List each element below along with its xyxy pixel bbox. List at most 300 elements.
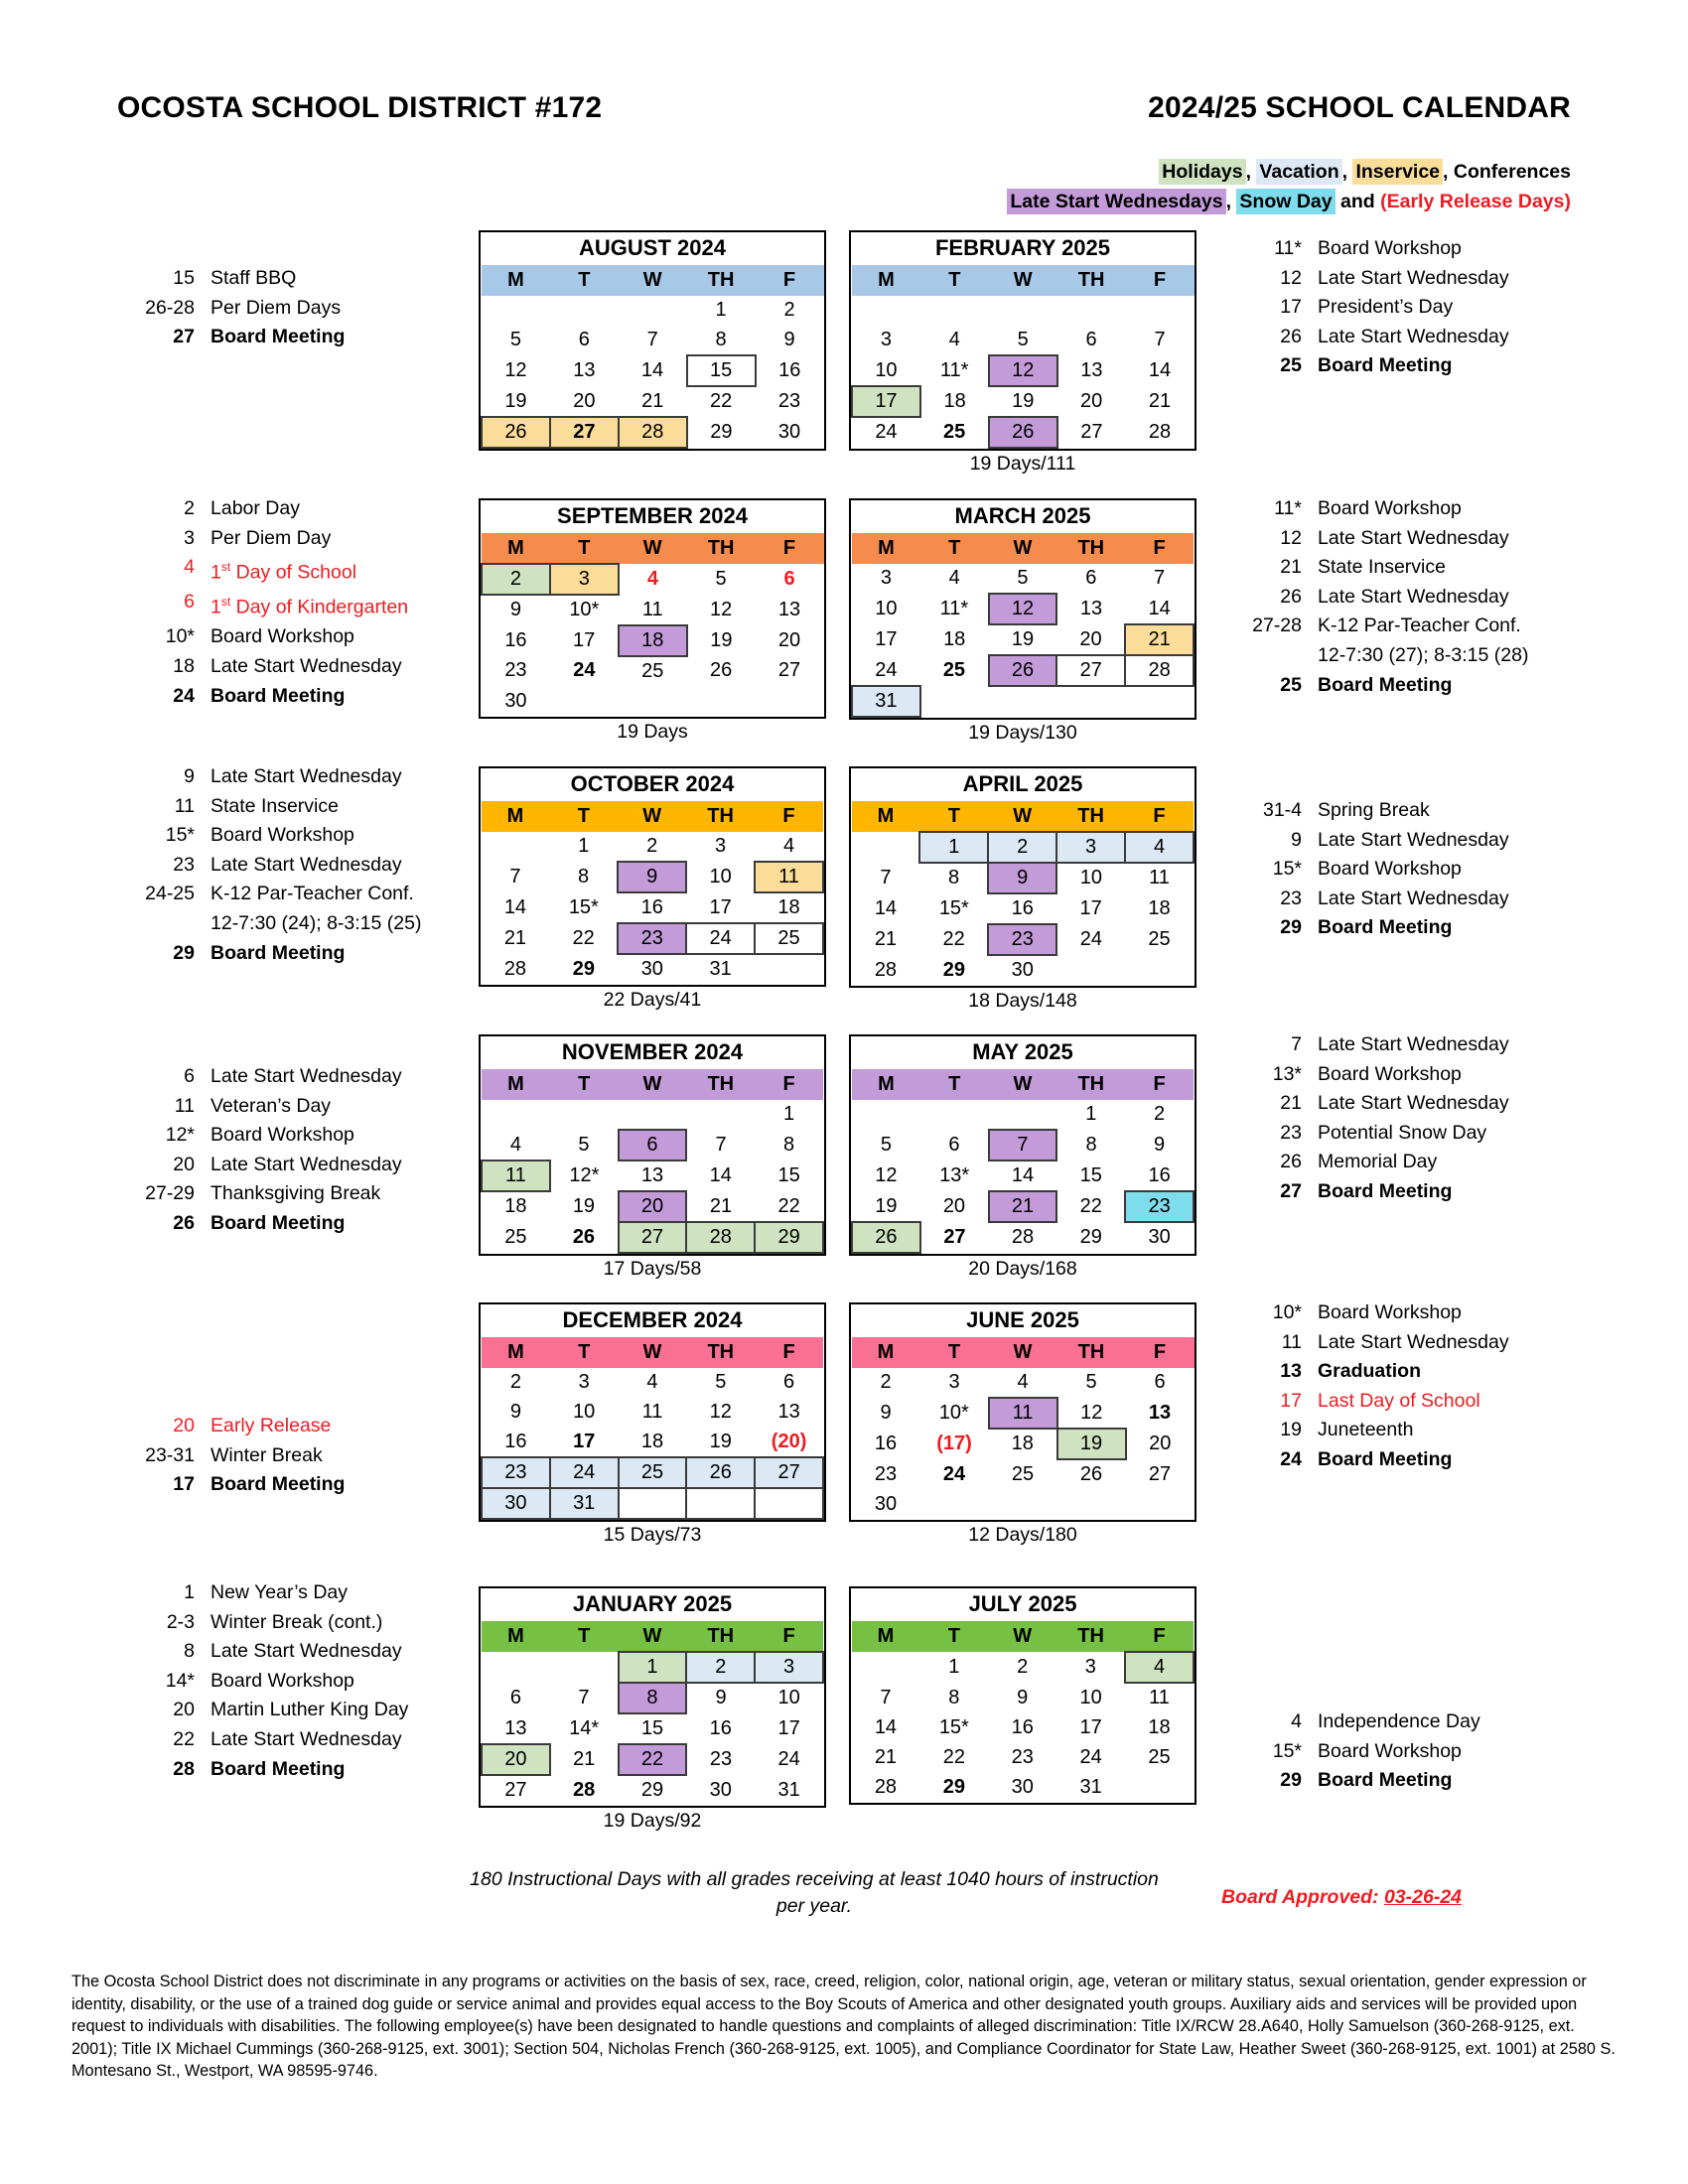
day-cell[interactable]: 11 <box>641 598 663 620</box>
day-cell[interactable]: 26 <box>989 655 1057 686</box>
day-cell[interactable]: 10 <box>1079 1686 1102 1708</box>
day-cell[interactable]: 1 <box>1085 1103 1097 1126</box>
day-cell[interactable]: 18 <box>943 390 966 412</box>
day-cell[interactable]: 10* <box>938 1402 969 1424</box>
day-cell[interactable]: 12 <box>709 598 733 620</box>
day-cell[interactable]: 15* <box>938 897 969 919</box>
day-cell[interactable]: 1 <box>783 1103 795 1126</box>
day-cell[interactable]: 14 <box>1148 359 1172 381</box>
day-cell[interactable]: 3 <box>755 1652 823 1683</box>
day-cell[interactable]: 11 <box>989 1398 1057 1429</box>
weekday-header: F <box>756 265 824 296</box>
day-cell[interactable]: 29 <box>755 1222 823 1253</box>
day-cell[interactable]: 17 <box>1079 1716 1102 1738</box>
day-cell[interactable]: 9 <box>509 1401 521 1423</box>
day-cell[interactable]: 16 <box>1011 1716 1034 1738</box>
day-cell[interactable]: 24 <box>573 659 596 682</box>
day-cell[interactable]: 25 <box>504 1226 527 1248</box>
week-row <box>852 1490 1195 1520</box>
day-cell[interactable]: 23 <box>777 389 801 412</box>
day-cell[interactable]: 1 <box>619 1652 687 1683</box>
day-cell[interactable]: 10 <box>875 598 898 619</box>
day-cell[interactable]: 26 <box>1079 1463 1103 1485</box>
day-cell[interactable]: 7 <box>715 1134 727 1156</box>
day-cell[interactable]: 26 <box>482 417 550 448</box>
day-cell[interactable]: 18 <box>640 1431 664 1452</box>
day-cell[interactable]: 24 <box>777 1748 800 1770</box>
event-item <box>119 294 467 324</box>
day-cell[interactable]: (20) <box>771 1431 807 1452</box>
day-cell[interactable]: 1 <box>948 1656 960 1678</box>
day-cell[interactable]: 8 <box>715 329 727 350</box>
day-cell[interactable]: 28 <box>686 1222 755 1253</box>
day-cell[interactable]: 2 <box>783 299 795 321</box>
day-cell[interactable]: 25 <box>1148 928 1171 950</box>
day-cell[interactable]: 9 <box>715 1687 727 1709</box>
day-cell[interactable]: 24 <box>875 421 898 444</box>
day-cell[interactable]: 6 <box>1154 1371 1166 1394</box>
day-cell[interactable]: 5 <box>715 1371 727 1393</box>
day-cell[interactable]: 3 <box>578 1371 590 1393</box>
day-cell[interactable]: 3 <box>715 835 727 858</box>
day-cell[interactable]: 11 <box>482 1160 550 1191</box>
district-title: OCOSTA SCHOOL DISTRICT #172 <box>117 91 603 124</box>
day-cell[interactable]: 31 <box>852 686 920 717</box>
day-cell[interactable] <box>686 1488 755 1519</box>
day-cell[interactable]: 14 <box>503 896 527 918</box>
day-cell[interactable]: 14 <box>709 1164 732 1186</box>
day-cell[interactable]: 22 <box>942 928 965 950</box>
day-cell[interactable]: 21 <box>573 1748 596 1770</box>
day-cell[interactable]: 28 <box>503 957 527 980</box>
day-cell[interactable]: 20 <box>1149 1433 1172 1454</box>
day-cell[interactable]: 26 <box>852 1222 920 1253</box>
day-cell[interactable]: 25 <box>755 923 823 954</box>
day-cell[interactable]: 17 <box>777 1717 800 1739</box>
day-cell[interactable]: 18 <box>1011 1433 1034 1455</box>
day-cell[interactable]: 16 <box>640 896 663 918</box>
day-cell[interactable]: 28 <box>573 1778 596 1801</box>
day-cell[interactable]: 23 <box>988 924 1056 955</box>
day-cell[interactable]: 28 <box>874 1776 898 1798</box>
event-item <box>119 792 467 822</box>
day-cell[interactable]: 16 <box>1148 1163 1171 1186</box>
day-cell[interactable]: 7 <box>646 329 658 351</box>
day-cell[interactable]: 27 <box>1080 421 1103 443</box>
day-cell[interactable]: 12 <box>504 359 527 381</box>
day-cell[interactable]: 27 <box>619 1222 687 1253</box>
day-cell[interactable]: 24 <box>550 1457 619 1488</box>
day-cell[interactable]: 6 <box>619 1130 687 1160</box>
day-cell-empty <box>852 1652 920 1683</box>
day-cell[interactable]: 20 <box>573 389 596 412</box>
day-cell[interactable]: 14 <box>874 897 898 919</box>
day-cell[interactable]: 7 <box>578 1687 590 1708</box>
day-cell[interactable]: 29 <box>942 1776 965 1798</box>
day-cell[interactable]: 19 <box>709 1431 732 1452</box>
day-cell[interactable]: 30 <box>504 689 527 712</box>
day-cell[interactable]: 30 <box>709 1778 732 1801</box>
day-cell[interactable]: 4 <box>1017 1371 1029 1393</box>
day-cell[interactable]: 9 <box>880 1402 892 1424</box>
day-cell[interactable]: 9 <box>783 329 795 351</box>
day-cell[interactable]: 20 <box>942 1195 966 1217</box>
day-cell[interactable]: 13 <box>1148 1402 1172 1424</box>
day-cell[interactable]: 24 <box>875 658 898 681</box>
day-cell[interactable]: 24 <box>942 1462 966 1485</box>
day-cell[interactable]: 23 <box>1125 1191 1194 1222</box>
day-cell[interactable]: 25 <box>641 659 664 682</box>
day-cell[interactable]: 4 <box>1125 1652 1194 1683</box>
day-cell[interactable]: 7 <box>1154 567 1166 590</box>
day-cell-empty <box>1126 1490 1195 1520</box>
day-cell[interactable]: 5 <box>880 1134 892 1156</box>
day-cell[interactable]: 11* <box>939 598 969 619</box>
day-cell[interactable]: 30 <box>482 1488 550 1519</box>
day-cell[interactable]: 13 <box>640 1164 664 1186</box>
days-count-note: 19 Days <box>617 721 688 743</box>
day-cell[interactable]: 7 <box>1154 329 1166 351</box>
day-cell[interactable]: 28 <box>1125 655 1194 686</box>
day-cell[interactable]: 17 <box>852 386 920 417</box>
day-cell[interactable]: 16 <box>504 628 527 651</box>
day-cell[interactable]: 19 <box>572 1195 596 1217</box>
day-cell[interactable]: 21 <box>1125 624 1194 655</box>
day-cell[interactable]: 2 <box>880 1371 892 1394</box>
event-date: 22 <box>173 1727 195 1750</box>
day-cell[interactable]: 13 <box>504 1716 527 1739</box>
day-cell[interactable]: 5 <box>509 329 521 351</box>
day-cell[interactable]: 6 <box>783 1371 795 1393</box>
day-cell[interactable]: 26 <box>709 659 733 682</box>
day-cell[interactable]: 16 <box>709 1717 732 1739</box>
event-label: Late Start Wednesday <box>211 765 402 787</box>
day-cell[interactable]: 21 <box>874 1746 898 1768</box>
day-cell[interactable]: 8 <box>783 1134 795 1156</box>
day-cell[interactable]: 27 <box>550 417 619 448</box>
day-cell[interactable]: 9 <box>509 599 521 620</box>
day-cell[interactable]: 22 <box>777 1194 800 1217</box>
day-cell[interactable]: 23 <box>504 659 527 682</box>
day-cell[interactable]: 28 <box>619 417 687 448</box>
day-cell[interactable]: 5 <box>1017 567 1029 589</box>
day-cell[interactable]: 19 <box>1057 1429 1126 1459</box>
day-cell[interactable]: 11* <box>939 359 969 381</box>
day-cell[interactable]: 4 <box>948 567 960 590</box>
day-cell[interactable]: 18 <box>1148 897 1171 919</box>
day-cell[interactable]: 22 <box>619 1744 687 1775</box>
day-cell[interactable]: 8 <box>619 1683 687 1713</box>
day-cell[interactable]: 7 <box>509 866 521 887</box>
day-cell[interactable]: 10 <box>875 358 898 381</box>
day-cell[interactable]: 15 <box>640 1717 664 1739</box>
day-cell[interactable]: 19 <box>1011 628 1035 650</box>
weekday-header: F <box>756 533 824 565</box>
day-cell[interactable]: 27 <box>755 1457 823 1488</box>
day-cell[interactable]: 14 <box>874 1716 898 1738</box>
day-cell[interactable]: 3 <box>880 567 892 590</box>
day-cell[interactable]: 6 <box>1085 567 1097 590</box>
day-cell[interactable]: 15* <box>568 896 599 918</box>
day-cell[interactable]: 11 <box>1149 1687 1170 1708</box>
event-label: Board Workshop <box>1318 1301 1462 1323</box>
day-cell[interactable]: 4 <box>948 329 960 351</box>
day-cell[interactable]: 15 <box>687 355 756 386</box>
day-cell[interactable]: 12 <box>989 594 1057 624</box>
day-cell[interactable]: 6 <box>578 329 590 351</box>
day-cell[interactable]: 7 <box>880 867 892 888</box>
day-cell[interactable]: 23 <box>482 1457 550 1488</box>
day-cell[interactable]: 3 <box>948 1371 960 1394</box>
day-cell[interactable]: 23 <box>874 1462 898 1485</box>
day-cell[interactable]: 25 <box>1148 1746 1171 1768</box>
day-cell[interactable]: 27 <box>1148 1462 1172 1485</box>
day-cell[interactable]: 21 <box>1148 390 1172 412</box>
day-cell[interactable]: 17 <box>709 895 732 918</box>
day-cell[interactable]: 29 <box>710 420 733 443</box>
day-cell[interactable]: 4 <box>646 568 659 590</box>
day-cell[interactable]: 2 <box>686 1652 755 1683</box>
day-cell-empty <box>482 296 550 326</box>
day-cell[interactable]: 6 <box>783 568 795 590</box>
day-cell[interactable]: 15* <box>938 1716 969 1738</box>
day-cell[interactable]: 30 <box>777 420 801 443</box>
day-cell[interactable]: 16 <box>504 1431 527 1452</box>
day-cell[interactable]: 11 <box>755 862 823 892</box>
day-cell[interactable]: 8 <box>578 866 590 887</box>
day-cell[interactable]: 18 <box>619 625 687 656</box>
day-cell[interactable]: 1 <box>715 299 727 321</box>
day-cell[interactable]: 19 <box>710 628 733 651</box>
day-cell[interactable]: 19 <box>1012 390 1035 412</box>
day-cell[interactable]: 4 <box>782 835 795 857</box>
weekday-header: F <box>1125 1069 1194 1100</box>
day-cell[interactable]: 17 <box>573 1431 596 1452</box>
day-cell[interactable]: 16 <box>1011 897 1034 919</box>
day-cell[interactable]: 22 <box>709 390 733 412</box>
day-cell[interactable]: 31 <box>777 1778 800 1801</box>
day-cell[interactable]: 26 <box>572 1226 596 1248</box>
day-cell[interactable]: 5 <box>1085 1371 1097 1394</box>
weekday-header: W <box>618 801 686 832</box>
day-cell[interactable]: 20 <box>777 628 801 651</box>
day-cell[interactable]: 6 <box>509 1687 521 1708</box>
day-cell[interactable]: 30 <box>1148 1226 1171 1249</box>
day-cell[interactable]: 20 <box>1079 627 1102 650</box>
day-cell[interactable]: 18 <box>777 896 800 918</box>
day-cell[interactable]: 2 <box>509 1371 521 1393</box>
day-cell[interactable]: 12 <box>709 1401 732 1423</box>
day-cell[interactable] <box>755 1488 823 1519</box>
day-cell[interactable]: 10* <box>569 599 600 620</box>
day-cell[interactable]: 19 <box>504 389 527 412</box>
day-cell[interactable]: 4 <box>509 1133 521 1156</box>
day-cell[interactable]: 8 <box>948 867 960 889</box>
day-cell[interactable]: 22 <box>572 927 595 949</box>
day-cell-empty <box>852 832 920 863</box>
day-cell[interactable]: 25 <box>942 421 966 443</box>
day-cell[interactable]: 5 <box>578 1134 590 1156</box>
day-cell[interactable]: 27 <box>1056 655 1125 686</box>
day-cell[interactable]: 30 <box>874 1493 898 1515</box>
legend-inservice: Inservice <box>1352 159 1443 185</box>
day-cell[interactable]: 3 <box>880 329 892 351</box>
day-cell[interactable]: 14 <box>640 359 664 381</box>
day-cell[interactable]: 11 <box>641 1401 663 1423</box>
day-cell[interactable]: 13 <box>1080 359 1103 381</box>
day-cell[interactable]: 31 <box>1079 1776 1102 1798</box>
day-cell[interactable]: 4 <box>646 1371 658 1393</box>
day-cell[interactable]: 1 <box>578 835 590 858</box>
day-cell[interactable]: 29 <box>942 958 965 981</box>
day-cell[interactable]: 12 <box>1080 1401 1103 1424</box>
day-cell[interactable]: 8 <box>948 1686 960 1708</box>
day-cell[interactable]: 9 <box>1017 1686 1029 1708</box>
day-cell[interactable]: 13 <box>777 598 801 620</box>
day-cell[interactable]: 9 <box>988 863 1056 893</box>
day-cell[interactable]: 12 <box>989 355 1057 386</box>
day-cell[interactable]: 18 <box>1148 1716 1171 1738</box>
week-row <box>852 1100 1194 1131</box>
day-cell[interactable]: (17) <box>936 1433 972 1454</box>
day-cell[interactable]: 28 <box>1148 421 1172 443</box>
day-cell[interactable]: 1 <box>919 832 988 863</box>
day-cell[interactable]: 23 <box>618 923 686 954</box>
day-cell[interactable]: 30 <box>640 958 663 980</box>
day-cell[interactable]: 20 <box>1079 390 1103 412</box>
day-cell[interactable]: 23 <box>1011 1746 1034 1768</box>
day-cell[interactable]: 24 <box>1079 928 1102 950</box>
day-cell[interactable]: 10 <box>1079 867 1102 889</box>
day-cell[interactable]: 16 <box>874 1433 898 1454</box>
day-cell[interactable]: 9 <box>1154 1134 1166 1156</box>
event-item <box>119 622 467 652</box>
days-count-note: 20 Days/168 <box>968 1258 1077 1280</box>
day-cell[interactable]: 27 <box>943 1226 966 1248</box>
weekday-header: TH <box>687 265 756 296</box>
day-cell[interactable]: 13 <box>573 359 596 381</box>
day-cell[interactable]: 14 <box>1148 597 1171 619</box>
event-item <box>119 1578 467 1608</box>
day-cell[interactable]: 16 <box>778 359 801 381</box>
day-cell[interactable]: 31 <box>550 1488 619 1519</box>
day-cell[interactable]: 11 <box>1149 867 1170 889</box>
day-cell[interactable]: 20 <box>619 1191 687 1222</box>
event-label: Board Meeting <box>1318 354 1453 377</box>
day-cell[interactable]: 26 <box>686 1457 755 1488</box>
day-cell[interactable]: 14* <box>569 1717 600 1739</box>
day-cell[interactable]: 10 <box>573 1401 596 1423</box>
day-cell[interactable]: 19 <box>875 1194 898 1217</box>
day-cell[interactable]: 13* <box>939 1164 970 1186</box>
day-cell[interactable]: 9 <box>618 862 686 892</box>
day-cell[interactable] <box>619 1488 687 1519</box>
day-cell[interactable]: 13 <box>777 1401 800 1423</box>
day-cell[interactable]: 5 <box>715 568 727 590</box>
day-cell[interactable]: 29 <box>640 1779 664 1801</box>
day-cell[interactable]: 18 <box>943 628 966 650</box>
day-cell[interactable]: 7 <box>989 1130 1057 1160</box>
day-cell[interactable]: 2 <box>988 832 1056 863</box>
day-cell[interactable]: 29 <box>1079 1226 1102 1248</box>
day-cell[interactable]: 17 <box>1079 897 1102 919</box>
day-cell[interactable]: 18 <box>504 1195 527 1218</box>
day-cell[interactable]: 21 <box>503 927 527 949</box>
day-cell[interactable]: 6 <box>1085 329 1097 351</box>
event-date: 29 <box>1280 916 1302 939</box>
day-cell[interactable]: 21 <box>989 1191 1057 1222</box>
day-cell[interactable]: 3 <box>550 564 619 595</box>
day-cell[interactable]: 21 <box>874 928 898 950</box>
day-cell[interactable]: 28 <box>1011 1226 1035 1249</box>
day-cell[interactable]: 3 <box>1056 832 1125 863</box>
weekday-header: T <box>550 1621 619 1653</box>
day-cell[interactable]: 22 <box>942 1746 965 1768</box>
day-cell[interactable]: 2 <box>1017 1656 1029 1678</box>
week-row <box>852 1130 1194 1160</box>
day-cell[interactable]: 6 <box>948 1134 960 1156</box>
day-cell[interactable]: 17 <box>875 628 898 650</box>
day-cell[interactable]: 28 <box>874 958 898 981</box>
day-cell[interactable]: 2 <box>1154 1103 1166 1126</box>
day-cell[interactable]: 12 <box>875 1164 898 1186</box>
month-title: JULY 2025 <box>968 1591 1077 1616</box>
day-cell[interactable]: 23 <box>709 1748 733 1770</box>
day-cell[interactable]: 24 <box>686 923 755 954</box>
day-cell[interactable]: 29 <box>572 957 595 980</box>
day-cell[interactable]: 17 <box>572 628 596 651</box>
event-item <box>119 524 467 554</box>
day-cell[interactable]: 5 <box>1017 329 1029 350</box>
day-cell[interactable]: 25 <box>942 659 966 681</box>
week-row <box>482 954 824 985</box>
day-cell[interactable]: 2 <box>482 564 550 595</box>
day-cell[interactable]: 27 <box>504 1779 527 1801</box>
event-list-left <box>119 1412 467 1500</box>
day-cell[interactable]: 7 <box>880 1686 892 1708</box>
day-cell[interactable]: 12* <box>569 1164 600 1186</box>
day-cell[interactable]: 22 <box>1079 1195 1102 1217</box>
day-cell[interactable]: 27 <box>777 659 801 682</box>
event-date <box>119 909 211 939</box>
day-cell[interactable]: 30 <box>1011 1776 1034 1798</box>
day-cell[interactable]: 4 <box>1125 832 1194 863</box>
day-cell[interactable]: 20 <box>482 1744 550 1775</box>
day-cell[interactable]: 24 <box>1079 1746 1102 1768</box>
event-label: Juneteenth <box>1318 1419 1414 1441</box>
day-cell[interactable]: 15 <box>777 1164 800 1186</box>
day-cell[interactable]: 13 <box>1079 598 1103 619</box>
day-cell[interactable]: 21 <box>709 1194 733 1217</box>
day-cell[interactable]: 15 <box>1079 1164 1102 1186</box>
day-cell[interactable]: 14 <box>1011 1164 1035 1186</box>
day-cell[interactable]: 31 <box>709 958 732 980</box>
day-cell[interactable]: 30 <box>1011 959 1034 981</box>
day-cell-empty <box>482 832 550 863</box>
day-cell[interactable]: 21 <box>641 389 664 412</box>
day-cell[interactable]: 25 <box>1011 1462 1035 1485</box>
day-cell[interactable]: 25 <box>619 1457 687 1488</box>
day-cell[interactable]: 10 <box>709 866 732 887</box>
event-item <box>119 939 467 969</box>
day-cell[interactable]: 2 <box>646 835 658 857</box>
day-cell[interactable]: 26 <box>989 417 1057 448</box>
day-cell[interactable]: 10 <box>777 1687 800 1709</box>
day-cell[interactable]: 8 <box>1085 1134 1097 1156</box>
week-row <box>482 417 824 448</box>
event-label: Board Meeting <box>1318 1769 1453 1792</box>
day-cell[interactable]: 3 <box>1084 1656 1096 1678</box>
